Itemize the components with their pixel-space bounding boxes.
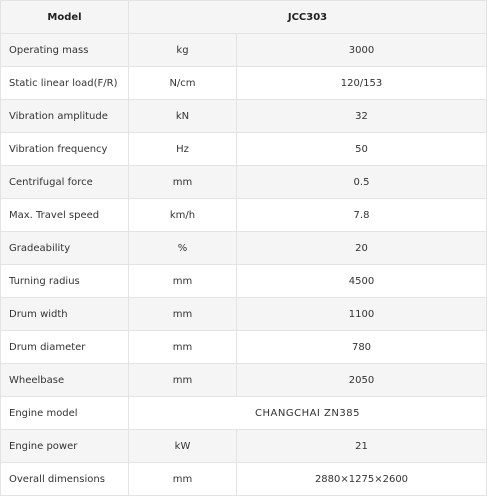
value-cell: 0.5 xyxy=(237,166,487,199)
table-row xyxy=(1,133,487,166)
unit-cell: kW xyxy=(129,430,237,463)
unit-cell: mm xyxy=(129,298,237,331)
param-label: Engine power xyxy=(1,430,129,463)
unit-cell: mm xyxy=(129,166,237,199)
table-row xyxy=(1,265,487,298)
unit-cell: kg xyxy=(129,34,237,67)
value-cell: 120/153 xyxy=(237,67,487,100)
table-row xyxy=(1,100,487,133)
unit-cell: mm xyxy=(129,331,237,364)
unit-cell: mm xyxy=(129,265,237,298)
param-label: Drum diameter xyxy=(1,331,129,364)
param-label: Vibration frequency xyxy=(1,133,129,166)
table-row xyxy=(1,199,487,232)
unit-cell: kN xyxy=(129,100,237,133)
param-label: Max. Travel speed xyxy=(1,199,129,232)
table-row xyxy=(1,331,487,364)
param-label: Static linear load(F/R) xyxy=(1,67,129,100)
table-row xyxy=(1,430,487,463)
table-row xyxy=(1,397,487,430)
unit-cell: mm xyxy=(129,463,237,496)
param-label: Turning radius xyxy=(1,265,129,298)
param-label: Operating mass xyxy=(1,34,129,67)
value-cell: 20 xyxy=(237,232,487,265)
param-label: Vibration amplitude xyxy=(1,100,129,133)
unit-cell: Hz xyxy=(129,133,237,166)
value-cell: 50 xyxy=(237,133,487,166)
table-row xyxy=(1,232,487,265)
value-cell: 780 xyxy=(237,331,487,364)
param-label: Overall dimensions xyxy=(1,463,129,496)
value-cell: 4500 xyxy=(237,265,487,298)
unit-cell: N/cm xyxy=(129,67,237,100)
table-row xyxy=(1,463,487,496)
value-cell: 32 xyxy=(237,100,487,133)
param-label: Gradeability xyxy=(1,232,129,265)
param-label: Drum width xyxy=(1,298,129,331)
model-label: Model xyxy=(1,1,129,34)
unit-cell: km/h xyxy=(129,199,237,232)
value-cell: 7.8 xyxy=(237,199,487,232)
value-cell: 21 xyxy=(237,430,487,463)
model-value: JCC303 xyxy=(129,1,487,34)
param-label: Centrifugal force xyxy=(1,166,129,199)
table-row xyxy=(1,166,487,199)
unit-cell: % xyxy=(129,232,237,265)
value-cell: 2050 xyxy=(237,364,487,397)
value-cell: 2880×1275×2600 xyxy=(237,463,487,496)
table-row xyxy=(1,34,487,67)
table-row xyxy=(1,298,487,331)
param-label: Wheelbase xyxy=(1,364,129,397)
table-row xyxy=(1,67,487,100)
value-cell: 1100 xyxy=(237,298,487,331)
unit-cell: mm xyxy=(129,364,237,397)
table-header-row xyxy=(1,1,487,34)
value-cell: 3000 xyxy=(237,34,487,67)
value-cell: CHANGCHAI ZN385 xyxy=(129,397,487,430)
table-row xyxy=(1,364,487,397)
param-label: Engine model xyxy=(1,397,129,430)
